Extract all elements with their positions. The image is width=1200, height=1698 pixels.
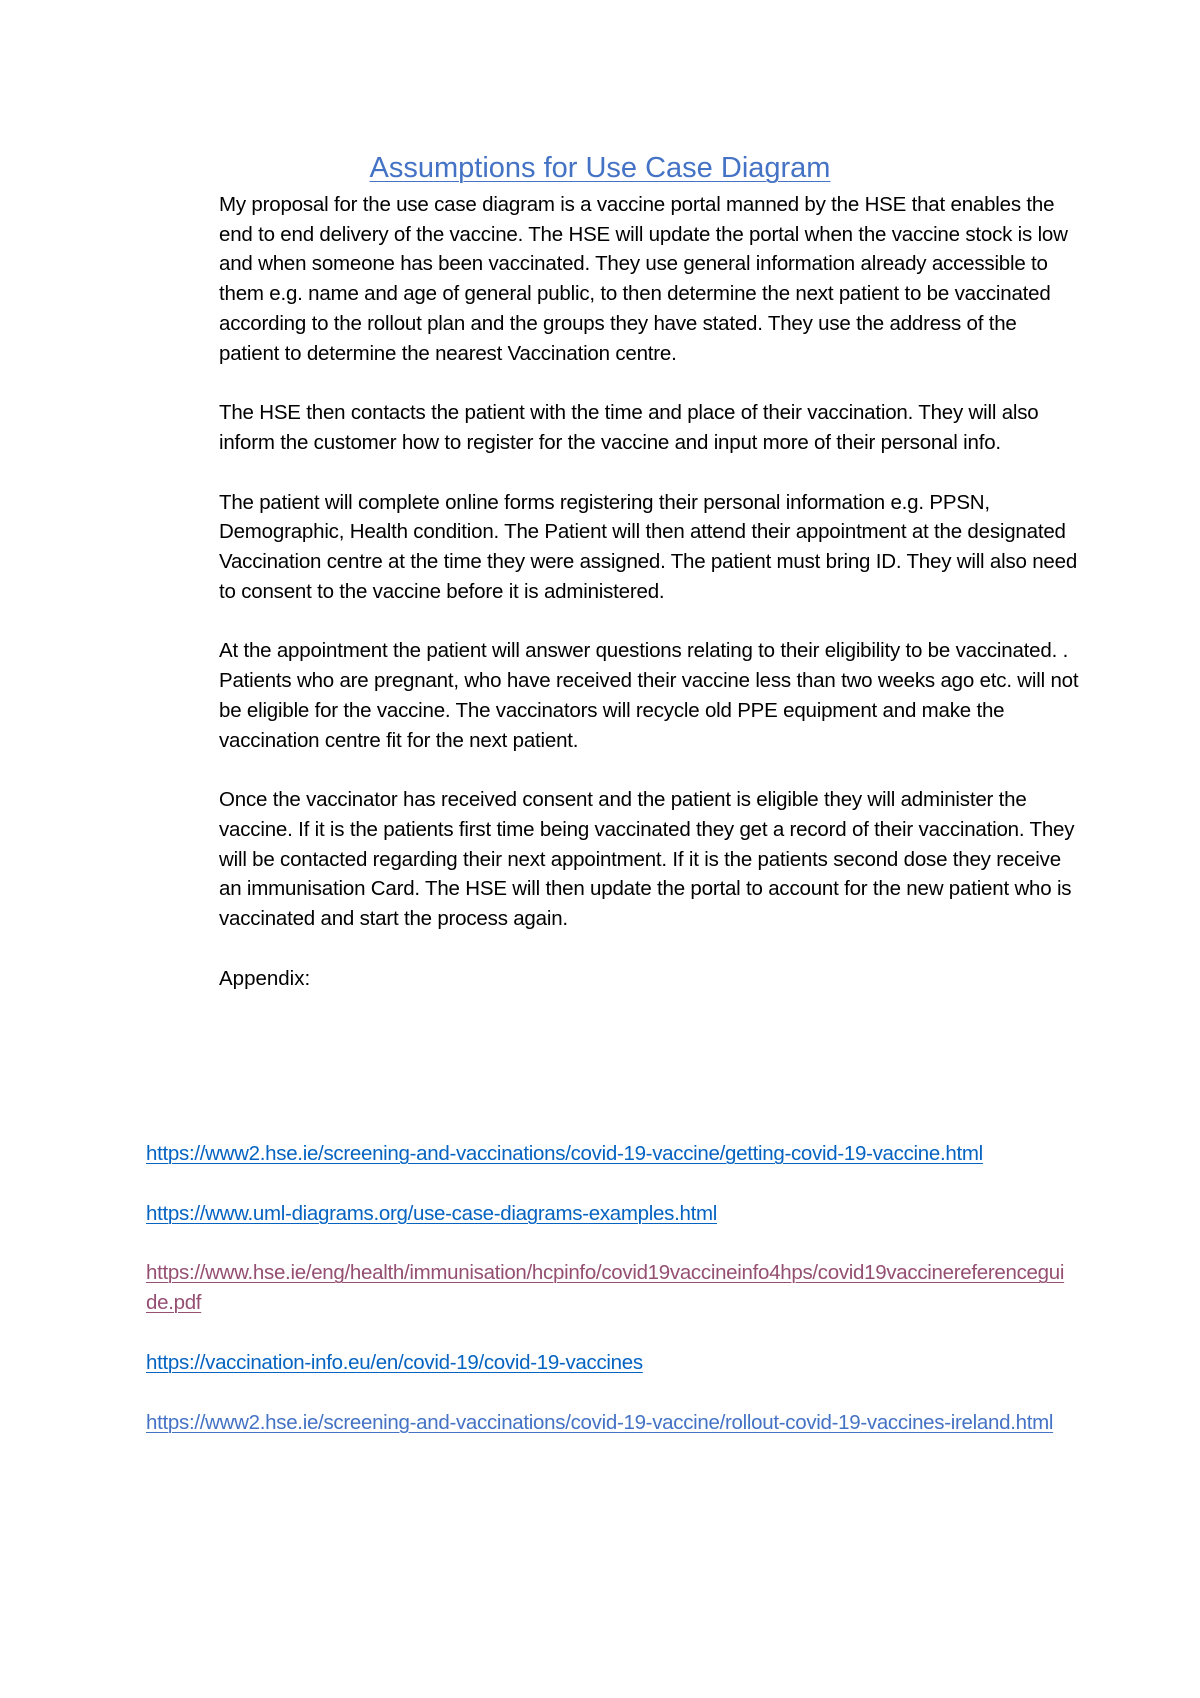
appendix-link-4[interactable]: https://vaccination-info.eu/en/covid-19/covid-19-vaccines xyxy=(146,1350,643,1374)
appendix-link-5[interactable]: https://www2.hse.ie/screening-and-vaccinations/covid-19-vaccine/rollout-covid-19-vaccines-ireland.html xyxy=(146,1410,1054,1434)
appendix-link-1[interactable]: https://www2.hse.ie/screening-and-vaccinations/covid-19-vaccine/getting-covid-19-vaccine.html xyxy=(146,1142,983,1165)
document-title: Assumptions for Use Case Diagram xyxy=(369,152,831,184)
paragraph-5: Once the vaccinator has received consent and the patient is eligible they will administer the vaccine. If it is the patients first time being vaccinated they get a record of their vaccination. They will be contacted regarding their next appointment. If it is the patients second dose they receive an immunisation Card. The HSE will then update the portal to account for the new patient who is vaccinated and start the process again. xyxy=(219,788,1075,931)
paragraph-4: At the appointment the patient will answer questions relating to their eligibility to be vaccinated. . Patients who are pregnant, who have received their vaccine less than two weeks ago etc. will not be eligible for the vaccine. The vaccinators will recycle old PPE equipment and make the vaccination centre fit for the next patient. xyxy=(219,639,1079,752)
appendix-heading: Appendix: xyxy=(219,966,311,990)
appendix-link-2[interactable]: https://www.uml-diagrams.org/use-case-diagrams-examples.html xyxy=(146,1201,718,1225)
paragraph-3: The patient will complete online forms registering their personal information e.g. PPSN, Demographic, Health condition. The Patient will then attend their appointment at the designated Vaccination centre at the time they were assigned. The patient must bring ID. They will also need to consent to the vaccine before it is administered. xyxy=(219,490,1078,603)
paragraph-1: My proposal for the use case diagram is a vaccine portal manned by the HSE that enables the end to end delivery of the vaccine. The HSE will update the portal when the vaccine stock is low and when someone has been vaccinated. They use general information already accessible to them e.g. name and age of general public, to then determine the next patient to be vaccinated according to the rollout plan and the groups they have stated. They use the address of the patient to determine the nearest Vaccination centre. xyxy=(219,193,1068,365)
body-text xyxy=(219,190,1079,993)
appendix-link-3[interactable]: https://www.hse.ie/eng/health/immunisation/hcpinfo/covid19vaccineinfo4hps/covid19vaccinereferenceguide.pdf xyxy=(146,1261,1065,1315)
appendix-links xyxy=(146,1139,1066,1467)
paragraph-2: The HSE then contacts the patient with the time and place of their vaccination. They will also inform the customer how to register for the vaccine and input more of their personal info. xyxy=(219,401,1039,454)
